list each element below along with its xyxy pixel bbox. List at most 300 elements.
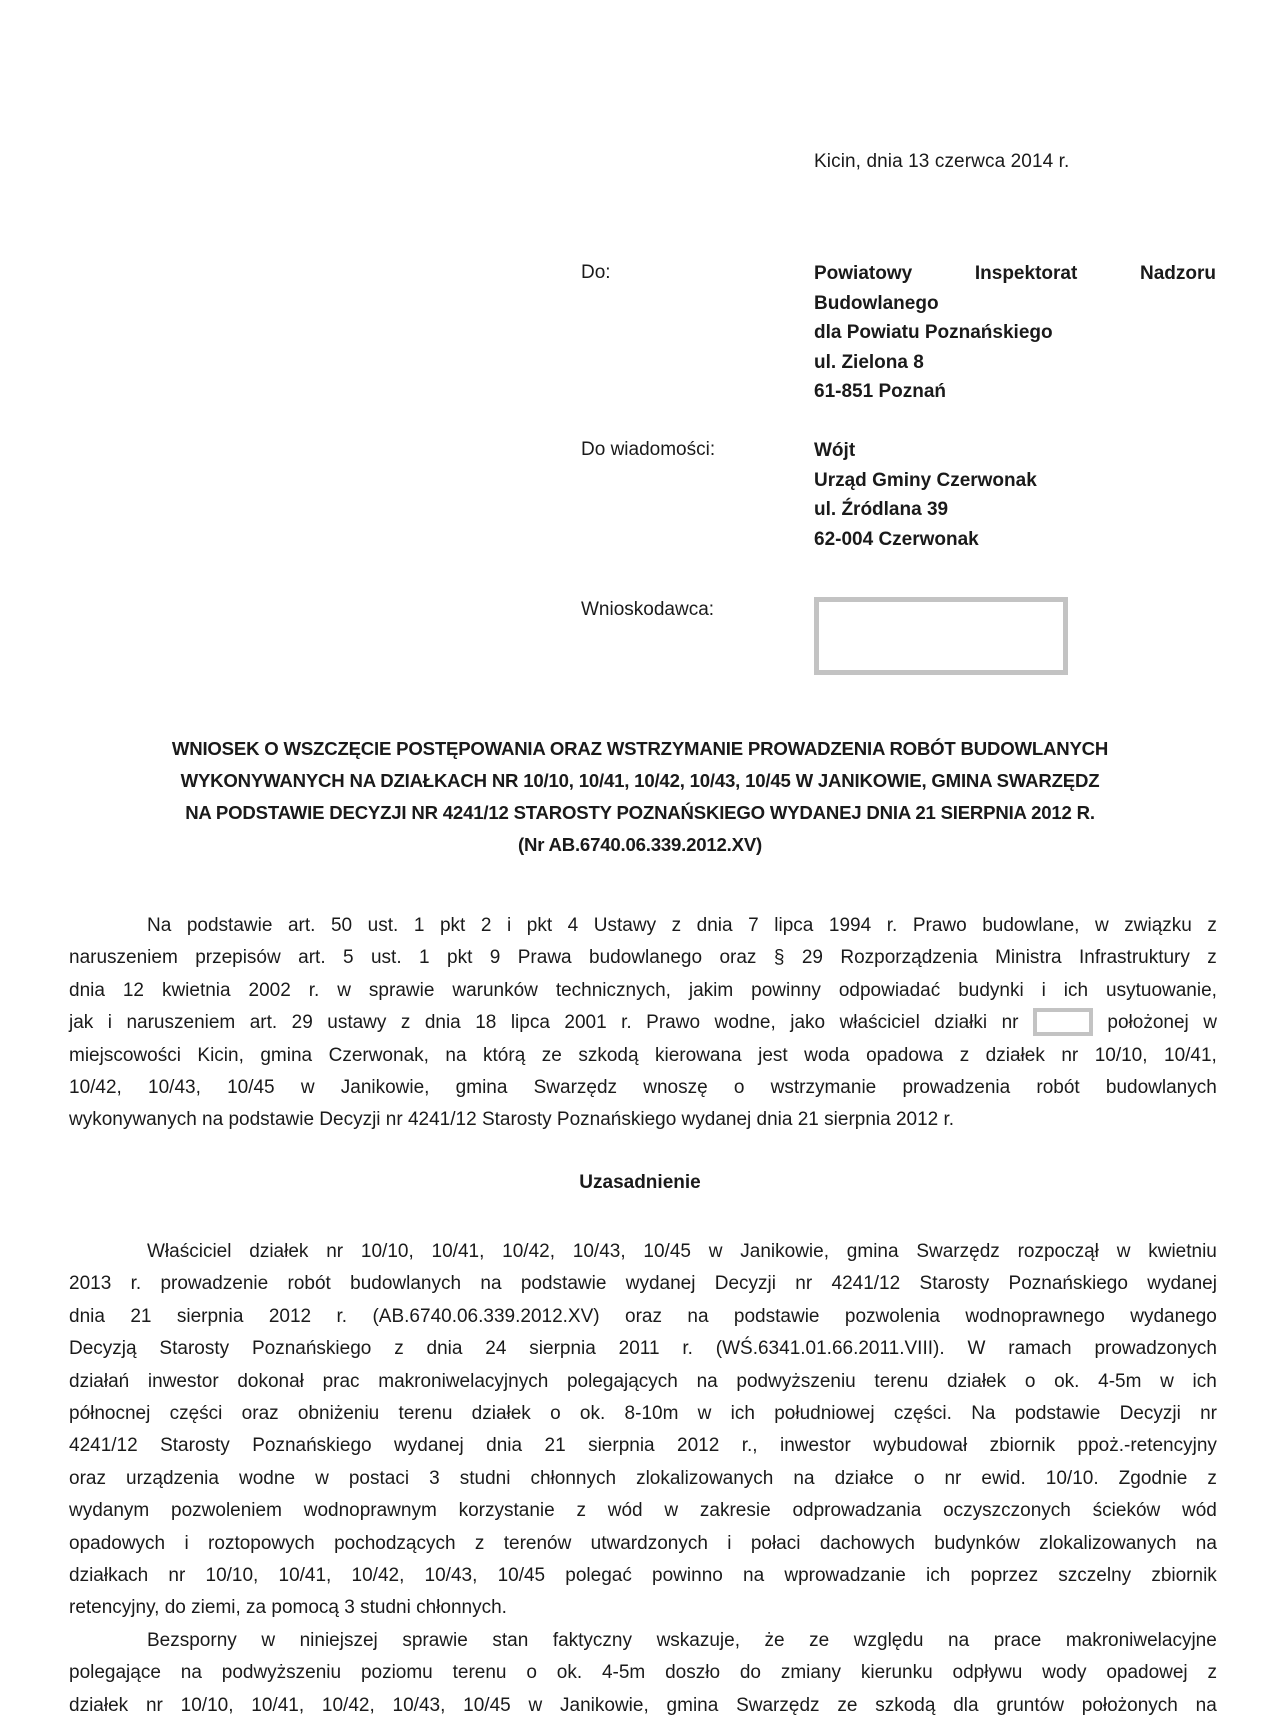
word: w	[1160, 1370, 1174, 1392]
word: 24	[485, 1338, 507, 1360]
word: 4-5m	[601, 1662, 646, 1684]
word: wydanej	[1147, 1273, 1217, 1295]
word: działkach	[69, 1564, 149, 1586]
word: opadowych	[69, 1532, 166, 1554]
word: (WŚ.6341.01.66.2011.VIII).	[715, 1338, 945, 1360]
word: budynków	[934, 1532, 1020, 1554]
recipient-line-2: Budowlanego	[814, 292, 939, 314]
word: 4	[567, 915, 579, 936]
word: Poznańskiego	[251, 1338, 372, 1360]
word: którą	[483, 1044, 526, 1066]
word: z	[1207, 947, 1217, 969]
word: pkt	[439, 915, 466, 936]
word: obniżeniu	[297, 1402, 380, 1424]
word: Poznańskiego	[1008, 1273, 1128, 1295]
word: budowlanych	[1105, 1076, 1217, 1098]
word: 9	[489, 947, 501, 969]
word: zbiornik	[1151, 1564, 1217, 1586]
word: w	[300, 1076, 315, 1098]
word: z	[1207, 1467, 1217, 1489]
word: i	[1041, 979, 1046, 1001]
word: 10/10,	[1094, 1044, 1148, 1066]
word: Prawo	[646, 1012, 701, 1034]
word: pkt	[526, 915, 553, 936]
word: położonej	[1107, 1012, 1189, 1034]
word: Decyzji	[714, 1273, 776, 1295]
word: działek	[946, 1370, 1007, 1392]
word: lipca	[774, 915, 814, 936]
title-line-1: WNIOSEK O WSZCZĘCIE POSTĘPOWANIA ORAZ WSTRZYMANIE PROWADZENIA ROBÓT BUDOWLANYCH	[171, 738, 1109, 759]
word: w	[664, 1500, 679, 1522]
word: podwyższeniu	[221, 1662, 342, 1684]
word: wodnoprawnym	[303, 1500, 437, 1522]
word: pozwoleniem	[171, 1500, 282, 1522]
justification-line	[69, 1625, 1217, 1657]
word: Swarzędz	[916, 1241, 1000, 1262]
word: Prawa	[517, 947, 572, 969]
cc-line-4: 62-004 Czerwonak	[814, 528, 979, 550]
word: pkt	[447, 947, 473, 969]
word: robót	[287, 1273, 331, 1295]
word: Swarzędz	[533, 1076, 618, 1098]
request-line	[69, 1040, 1217, 1072]
word: jak	[69, 1012, 94, 1034]
word: wodnoprawnego	[965, 1305, 1105, 1327]
justification-heading: Uzasadnienie	[579, 1172, 701, 1193]
word: działek	[249, 1241, 309, 1262]
word: ust.	[370, 947, 402, 969]
word: 10/42,	[351, 1564, 405, 1586]
word: części	[169, 1402, 223, 1424]
word: 1	[413, 915, 425, 936]
justification-paragraph-1	[69, 1236, 1217, 1625]
word: i	[107, 1012, 112, 1034]
word: oraz	[625, 1305, 662, 1327]
word: o	[1024, 1370, 1036, 1392]
word: naruszeniem	[69, 947, 178, 969]
word: że	[764, 1630, 785, 1651]
word: Janikowie,	[340, 1076, 430, 1098]
word: §	[773, 947, 785, 969]
word: gmina	[846, 1241, 899, 1262]
word: r.	[886, 915, 898, 936]
word: ok.	[1054, 1370, 1080, 1392]
word: usytuowanie,	[1106, 979, 1217, 1001]
word: dnia	[696, 915, 733, 936]
word: 10/41,	[251, 1694, 305, 1716]
word: przepisów	[195, 947, 281, 969]
word: Właściciel	[147, 1241, 232, 1262]
document-title	[60, 733, 1220, 861]
justification-line	[69, 1398, 1217, 1430]
word: i	[727, 1532, 732, 1554]
parcel-number-redacted-field	[1033, 1008, 1093, 1036]
word: wskazuje,	[656, 1630, 740, 1651]
justification-line	[69, 1268, 1217, 1300]
word: zmiany	[780, 1662, 842, 1684]
word: robót	[1036, 1076, 1080, 1098]
word: pozwolenia	[844, 1305, 940, 1327]
word: wprowadzanie	[784, 1564, 906, 1586]
applicant-label: Wnioskodawca:	[581, 599, 715, 620]
justification-line	[69, 1366, 1217, 1398]
word: działek	[69, 1694, 129, 1716]
word: 10/43,	[572, 1241, 626, 1262]
word: oraz	[719, 947, 757, 969]
word: z	[394, 1338, 404, 1360]
word: wodne,	[714, 1012, 776, 1034]
word: nr	[326, 1241, 344, 1262]
word: faktyczny	[552, 1630, 633, 1651]
justification-line	[69, 1236, 1217, 1268]
word: wydanego	[1130, 1305, 1217, 1327]
word: dokonał	[237, 1370, 304, 1392]
request-line	[69, 975, 1217, 1007]
word: ppoż.-retencyjny	[1077, 1435, 1217, 1457]
request-line	[69, 1007, 1217, 1039]
word: polegających	[566, 1370, 678, 1392]
word: urządzenia	[126, 1467, 219, 1489]
word: Swarzędz	[736, 1694, 820, 1716]
word: opadowa	[866, 1044, 944, 1066]
word: 2013	[69, 1273, 112, 1295]
word: na	[480, 1273, 502, 1295]
word: budowlane,	[982, 915, 1080, 936]
word: gmina	[455, 1076, 508, 1098]
justification-line	[69, 1560, 1217, 1592]
word: W	[967, 1338, 986, 1360]
word: nr	[145, 1694, 163, 1716]
word: dachowych	[819, 1532, 915, 1554]
word: budynki	[958, 979, 1024, 1001]
word: 12	[122, 979, 144, 1001]
word: na	[793, 1467, 815, 1489]
word: Bezsporny	[147, 1630, 237, 1651]
word: wybudował	[873, 1435, 968, 1457]
word: ich	[1192, 1370, 1217, 1392]
word: 10/41,	[1164, 1044, 1217, 1066]
word: jako	[790, 1012, 826, 1034]
justification-line	[69, 1528, 1217, 1560]
word: studni	[459, 1467, 511, 1489]
justification-line	[69, 1430, 1217, 1462]
cc-address	[814, 436, 1216, 554]
word: doszło	[665, 1662, 721, 1684]
word: 21	[130, 1305, 152, 1327]
word: podstawie	[520, 1273, 607, 1295]
word: w	[315, 1467, 329, 1489]
word: wody	[1042, 1662, 1087, 1684]
word: względu	[853, 1630, 924, 1651]
word: pochodzących	[334, 1532, 456, 1554]
word: roztopowych	[208, 1532, 315, 1554]
word: ustawy	[327, 1012, 387, 1034]
word: w	[528, 1694, 543, 1716]
word: Poznańskiego	[252, 1435, 372, 1457]
word: Rozporządzenia	[840, 947, 978, 969]
recipient-word: Nadzoru	[1139, 263, 1216, 284]
word: Prawo	[912, 915, 967, 936]
word: wnoszę	[643, 1076, 708, 1098]
word: 18	[475, 1012, 497, 1034]
word: odpowiadać	[838, 979, 941, 1001]
word: podstawie	[1014, 1402, 1101, 1424]
word: właściciel	[839, 1012, 920, 1034]
recipient-line-5: 61-851 Poznań	[814, 381, 946, 402]
word: o	[913, 1467, 925, 1489]
word: ramach	[1008, 1338, 1072, 1360]
word: r.	[336, 1305, 348, 1327]
word: wydanym	[69, 1500, 150, 1522]
recipient-word: Inspektorat	[974, 263, 1078, 284]
word: o	[550, 1402, 561, 1424]
word: dnia	[69, 1305, 105, 1327]
word: odpływu	[952, 1662, 1023, 1684]
place-and-date: Kicin, dnia 13 czerwca 2014 r.	[814, 151, 1070, 172]
word: 10/10,	[205, 1564, 259, 1586]
justification-line	[69, 1495, 1217, 1527]
word: 2012	[268, 1305, 312, 1327]
word: 7	[748, 915, 759, 936]
word: odprowadzania	[792, 1500, 922, 1522]
word: na	[687, 1305, 709, 1327]
word: Janikowie,	[560, 1694, 649, 1716]
word: Ustawy	[593, 915, 657, 936]
word: szczelny	[1058, 1564, 1132, 1586]
word: budowlanych	[350, 1273, 462, 1295]
word: terenów	[503, 1532, 572, 1554]
title-line-2: WYKONYWANYCH NA DZIAŁKACH NR 10/10, 10/41, 10/42, 10/43, 10/45 W JANIKOWIE, GMINA SWARZĘDZ	[180, 770, 1100, 791]
word: technicznych,	[555, 979, 671, 1001]
word: w	[708, 1241, 723, 1262]
word: z	[474, 1532, 485, 1554]
word: (AB.6740.06.339.2012.XV)	[372, 1305, 600, 1327]
word: ewid.	[981, 1467, 1026, 1489]
word: na	[1195, 1532, 1217, 1554]
word: ok.	[556, 1662, 583, 1684]
word: ok.	[579, 1402, 606, 1424]
word: wód	[607, 1500, 643, 1522]
word: 21	[544, 1435, 566, 1457]
word: sierpnia	[529, 1338, 596, 1360]
word: 4241/12	[831, 1273, 901, 1295]
word: powinny	[751, 979, 821, 1001]
word: z	[400, 1012, 411, 1034]
word: 10/43,	[148, 1076, 201, 1098]
recipient-label: Do:	[581, 262, 611, 283]
word: r.	[621, 1012, 632, 1034]
recipient-line-4: ul. Zielona 8	[814, 351, 924, 373]
word: związku	[1124, 915, 1192, 936]
word: z	[576, 1500, 586, 1522]
word: 2	[480, 915, 492, 936]
word: 10/43,	[424, 1564, 478, 1586]
justification-line	[69, 1463, 1217, 1495]
word: na	[445, 1044, 467, 1066]
word: Zgodnie	[1118, 1467, 1188, 1489]
word: działek	[985, 1044, 1045, 1066]
request-line	[69, 1104, 1217, 1136]
word: miejscowości	[69, 1044, 181, 1066]
word: oraz	[241, 1402, 279, 1424]
word: 10/45	[643, 1241, 691, 1262]
justification-paragraph-2	[69, 1625, 1217, 1722]
word: nr	[795, 1273, 813, 1295]
word: Starosty	[919, 1273, 990, 1295]
word: art.	[298, 947, 326, 969]
word: 8-10m	[624, 1402, 679, 1424]
justification-line	[69, 1592, 1217, 1624]
word: i	[506, 915, 512, 936]
word: działek	[471, 1402, 531, 1424]
word: połaci	[750, 1532, 801, 1554]
word: położonych	[1081, 1694, 1178, 1716]
word: 10/41,	[278, 1564, 332, 1586]
word: wstrzymanie	[770, 1076, 877, 1098]
word: prowadzonych	[1094, 1338, 1217, 1360]
word: działki	[934, 1012, 988, 1034]
word: jest	[758, 1044, 788, 1066]
word: ich	[926, 1564, 951, 1586]
word: powinno	[652, 1564, 723, 1586]
word: wydanej	[625, 1273, 696, 1295]
word: r.	[130, 1273, 142, 1295]
word: kwietnia	[161, 979, 231, 1001]
word: Czerwonak,	[328, 1044, 429, 1066]
word: w	[261, 1630, 276, 1651]
word: na	[180, 1662, 202, 1684]
word: prowadzenia	[902, 1076, 1011, 1098]
word: 4-5m	[1098, 1370, 1142, 1392]
word: gmina	[260, 1044, 313, 1066]
word: zlokalizowanych	[636, 1467, 774, 1489]
word: 29	[801, 947, 823, 969]
word: 2002	[248, 979, 291, 1001]
word: prac	[322, 1370, 360, 1392]
word: r.	[682, 1338, 693, 1360]
justification-line	[69, 1690, 1217, 1722]
word: na	[948, 1630, 970, 1651]
word: Decyzją	[69, 1338, 137, 1360]
word: 10/43,	[392, 1694, 446, 1716]
word: art.	[287, 915, 316, 936]
word: dla	[953, 1694, 979, 1716]
word: 2001	[564, 1012, 607, 1034]
word: nr	[944, 1467, 962, 1489]
word: Decyzji	[1119, 1402, 1181, 1424]
word: na	[696, 1370, 718, 1392]
cc-line-1: Wójt	[814, 440, 856, 461]
word: nr	[168, 1564, 186, 1586]
word: 10/10,	[360, 1241, 414, 1262]
word: budowlanego	[589, 947, 703, 969]
word: z	[1207, 1662, 1217, 1684]
word: Janikowie,	[740, 1241, 829, 1262]
word: poziomu	[360, 1662, 433, 1684]
cc-line-3: ul. Źródlana 39	[814, 499, 949, 520]
word: inwestor	[780, 1435, 851, 1457]
recipient-line-1	[814, 259, 1216, 289]
word: r.,	[741, 1435, 758, 1457]
word: ze	[809, 1630, 830, 1651]
word: lipca	[510, 1012, 550, 1034]
word: terenu	[398, 1402, 453, 1424]
word: sprawie	[402, 1630, 468, 1651]
word: sierpnia	[588, 1435, 655, 1457]
word: szkodą	[578, 1044, 639, 1066]
word: oraz	[69, 1467, 106, 1489]
word: zbiornik	[989, 1435, 1056, 1457]
word: kwietniu	[1148, 1241, 1217, 1262]
word: wodne	[239, 1467, 296, 1489]
word: oczyszczonych	[943, 1500, 1071, 1522]
word: makroniwelacyjne	[1065, 1630, 1217, 1651]
word: opadowej	[1106, 1662, 1188, 1684]
word: sprawie	[368, 979, 435, 1001]
applicant-redacted-field	[814, 597, 1068, 675]
word: zlokalizowanych	[1039, 1532, 1177, 1554]
word: postaci	[348, 1467, 410, 1489]
word: 3	[429, 1467, 440, 1489]
word: prace	[993, 1630, 1042, 1651]
recipient-word: Powiatowy	[814, 263, 913, 284]
word: woda	[804, 1044, 850, 1066]
word: 50	[330, 915, 353, 936]
word: wód	[1182, 1500, 1217, 1522]
word: gmina	[666, 1694, 719, 1716]
word: stan	[492, 1630, 529, 1651]
word: południowej	[774, 1402, 875, 1424]
word: o	[733, 1076, 745, 1098]
word: 4241/12	[69, 1435, 138, 1457]
word: z	[1207, 915, 1217, 936]
word: gruntów	[996, 1694, 1064, 1716]
word: szkodą	[875, 1694, 936, 1716]
word: z	[959, 1044, 970, 1066]
word: chłonnych	[530, 1467, 617, 1489]
justification-line	[69, 1301, 1217, 1333]
word: utwardzonych	[590, 1532, 708, 1554]
text: retencyjny, do ziemi, za pomocą 3 studni chłonnych.	[69, 1597, 507, 1619]
word: 1	[419, 947, 430, 969]
request-line	[69, 942, 1217, 974]
word: poprzez	[970, 1564, 1039, 1586]
word: z	[671, 915, 682, 936]
word: Na	[971, 1402, 996, 1424]
word: ścieków	[1092, 1500, 1161, 1522]
word: Starosty	[160, 1435, 230, 1457]
word: 2011	[618, 1338, 660, 1360]
word: 10/45	[497, 1564, 546, 1586]
word: 5	[343, 947, 354, 969]
word: części.	[893, 1402, 952, 1424]
word: polegające	[69, 1662, 161, 1684]
word: ze	[541, 1044, 562, 1066]
word: 2012	[677, 1435, 720, 1457]
word: ze	[837, 1694, 858, 1716]
word: Ministra	[995, 947, 1062, 969]
recipient-address	[814, 259, 1216, 407]
word: rozpoczął	[1017, 1241, 1099, 1262]
word: dnia	[69, 979, 105, 1001]
justification-line	[69, 1657, 1217, 1689]
word: północnej	[69, 1402, 151, 1424]
word: jakim	[688, 979, 734, 1001]
word: ust.	[367, 915, 399, 936]
word: dnia	[426, 1338, 463, 1360]
word: podstawie	[186, 915, 273, 936]
word: 10/41,	[431, 1241, 485, 1262]
